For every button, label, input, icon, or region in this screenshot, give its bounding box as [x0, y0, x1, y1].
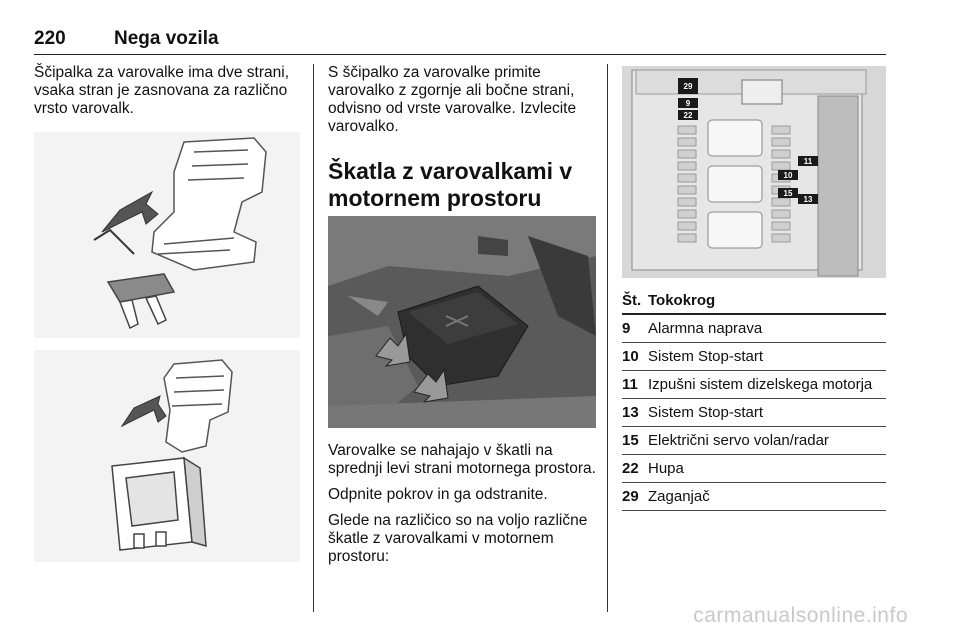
fuse-puller-text: Ščipalka za varovalke ima dve strani, vsaka stran je zasnovana za različno vrsto varovalk.	[34, 64, 290, 117]
circuit-name: Sistem Stop-start	[648, 399, 886, 427]
page-header	[34, 28, 886, 55]
table-row	[622, 314, 886, 343]
remove-cover-text: Odpnite pokrov in ga odstranite.	[328, 486, 548, 503]
column-divider	[607, 64, 608, 612]
table-row	[622, 427, 886, 455]
fuse-number: 13	[622, 399, 648, 427]
column-1	[34, 64, 300, 118]
watermark: carmanualsonline.info	[693, 604, 908, 627]
column-header-circuit: Tokokrog	[648, 290, 886, 314]
table-row	[622, 483, 886, 511]
table-header-row	[622, 290, 886, 314]
fuse-number: 11	[622, 371, 648, 399]
fuse-number: 29	[622, 483, 648, 511]
column-header-number: Št.	[622, 290, 648, 314]
table-row	[622, 371, 886, 399]
fuse-label: 10	[783, 171, 793, 180]
circuit-name: Sistem Stop-start	[648, 343, 886, 371]
engine-fusebox-heading: Škatla z varovalkami v motornem prostoru	[328, 158, 573, 211]
engine-compartment-photo	[328, 216, 596, 428]
fuse-circuit-table	[622, 290, 886, 511]
fusebox-variants-text: Glede na različico so na voljo različne škatle z varovalkami v motornem prostoru:	[328, 512, 588, 565]
fuse-label: 15	[783, 189, 793, 198]
fuse-label: 11	[803, 157, 813, 166]
fuse-number: 22	[622, 455, 648, 483]
section-title: Nega vozila	[114, 28, 219, 49]
table-row	[622, 343, 886, 371]
column-divider	[313, 64, 314, 612]
fuse-label: 29	[683, 82, 693, 91]
fuse-puller-illustration-top	[34, 132, 300, 338]
fuse-label: 13	[803, 195, 813, 204]
fuse-puller-illustration-bottom	[34, 350, 300, 562]
fusebox-diagram	[622, 66, 886, 278]
circuit-name: Električni servo volan/radar	[648, 427, 886, 455]
fuse-label: 9	[685, 99, 691, 108]
circuit-name: Hupa	[648, 455, 886, 483]
column-2	[328, 64, 596, 212]
fuse-removal-text: S ščipalko za varovalke primite varovalko z zgornje ali bočne strani, odvisno od vrste varovalke. Izvlecite varovalko.	[328, 64, 577, 135]
fusebox-location-text-block	[328, 442, 596, 574]
circuit-name: Alarmna naprava	[648, 314, 886, 343]
fuse-number: 10	[622, 343, 648, 371]
fusebox-location-text: Varovalke se nahajajo v škatli na sprednji levi strani motornega prostora.	[328, 442, 596, 477]
fuse-label: 22	[683, 111, 693, 120]
page-number: 220	[34, 28, 66, 49]
table-row	[622, 399, 886, 427]
table-row	[622, 455, 886, 483]
circuit-name: Zaganjač	[648, 483, 886, 511]
fuse-number: 9	[622, 314, 648, 343]
fuse-number: 15	[622, 427, 648, 455]
circuit-name: Izpušni sistem dizelskega motorja	[648, 371, 886, 399]
